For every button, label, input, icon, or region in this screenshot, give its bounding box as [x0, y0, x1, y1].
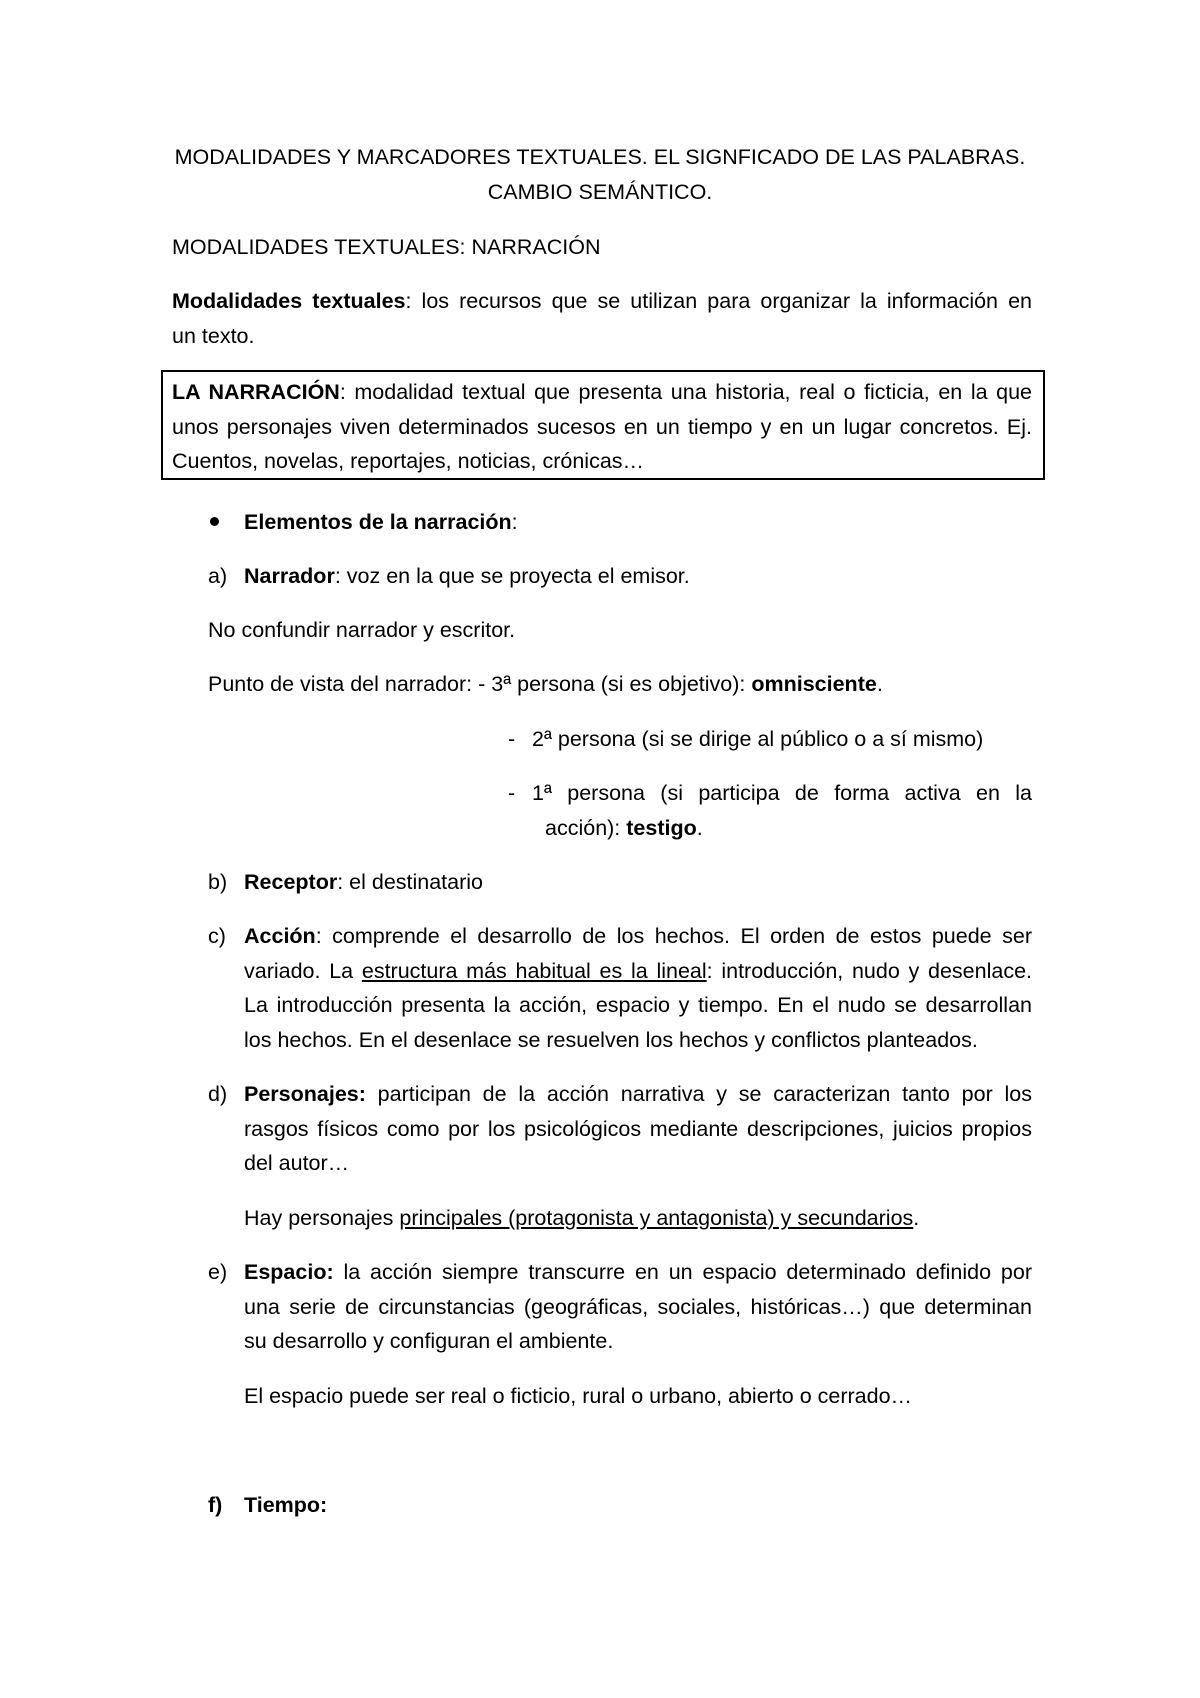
- definition-line-2: un texto.: [172, 324, 255, 348]
- narrador-line: Narrador: voz en la que se proyecta el emisor.: [244, 564, 690, 588]
- espacio-line-4: El espacio puede ser real o ficticio, rural o urbano, abierto o cerrado…: [244, 1384, 913, 1408]
- second-person-item: 2ª persona (si se dirige al público o a sí mismo): [532, 727, 984, 751]
- point-of-view-line: Punto de vista del narrador: - 3ª persona (si es objetivo): omnisciente.: [208, 672, 883, 696]
- personajes-line-1: Personajes: participan de la acción narrativa y se caracterizan tanto por los: [244, 1082, 1032, 1106]
- box-line-1: [172, 377, 1032, 407]
- receptor-term: Receptor: [244, 870, 338, 894]
- dash-marker-first: -: [508, 781, 516, 805]
- personajes-term: Personajes:: [244, 1082, 366, 1106]
- box-term: LA NARRACIÓN: [172, 380, 340, 404]
- receptor-line: Receptor: el destinatario: [244, 870, 484, 894]
- first-person-item-line-1: 1ª persona (si participa de forma activa en la: [532, 781, 1032, 805]
- personajes-line-2: rasgos físicos como por los psicológicos mediante descripciones, juicios propios: [244, 1117, 1032, 1141]
- personajes-line-3: del autor…: [244, 1151, 350, 1175]
- espacio-line-3: su desarrollo y configuran el ambiente.: [244, 1329, 614, 1353]
- list-marker-d: d): [208, 1082, 228, 1106]
- first-person-item-line-2: acción): testigo.: [545, 816, 703, 840]
- section-heading: MODALIDADES TEXTUALES: NARRACIÓN: [172, 235, 601, 259]
- list-marker-a: a): [208, 564, 228, 588]
- definition-term: Modalidades textuales: [172, 289, 406, 313]
- espacio-line-1: Espacio: la acción siempre transcurre en un espacio determinado definido por: [244, 1260, 1032, 1284]
- personajes-line-4: Hay personajes principales (protagonista y antagonista) y secundarios.: [244, 1206, 920, 1230]
- document-title-line-2: CAMBIO SEMÁNTICO.: [487, 180, 713, 204]
- definition-text: : los recursos que se utilizan para organizar la información en: [405, 289, 1032, 313]
- box-line-2: unos personajes viven determinados sucesos en un tiempo y en un lugar concretos. Ej.: [172, 415, 1032, 439]
- list-marker-b: b): [208, 870, 228, 894]
- list-marker-c: c): [208, 924, 226, 948]
- list-marker-e: e): [208, 1260, 228, 1284]
- accion-line-1: Acción: comprende el desarrollo de los hechos. El orden de estos puede ser: [244, 924, 1032, 948]
- espacio-term: Espacio:: [244, 1260, 334, 1284]
- narrador-note: No confundir narrador y escritor.: [208, 618, 516, 642]
- list-marker-f: f): [208, 1493, 223, 1517]
- accion-term: Acción: [244, 924, 316, 948]
- tiempo-heading: Tiempo:: [244, 1493, 328, 1517]
- box-line-3: Cuentos, novelas, reportajes, noticias, crónicas…: [172, 449, 645, 473]
- accion-line-4: los hechos. En el desenlace se resuelven los hechos y conflictos planteados.: [244, 1028, 978, 1052]
- elements-heading: Elementos de la narración:: [244, 510, 518, 534]
- accion-line-2: variado. La estructura más habitual es la lineal: introducción, nudo y desenlace.: [244, 959, 1032, 983]
- box-text: : modalidad textual que presenta una historia, real o ficticia, en la que: [339, 380, 1033, 404]
- accion-line-3: La introducción presenta la acción, espacio y tiempo. En el nudo se desarrollan: [244, 993, 1032, 1017]
- definition-line-1: [172, 286, 1032, 316]
- narrador-term: Narrador: [244, 564, 335, 588]
- espacio-line-2: una serie de circunstancias (geográficas, sociales, históricas…) que determinan: [244, 1295, 1032, 1319]
- dash-marker-second: -: [508, 727, 516, 751]
- document-title-line-1: MODALIDADES Y MARCADORES TEXTUALES. EL SIGNFICADO DE LAS PALABRAS.: [174, 145, 1026, 169]
- bullet-icon: [210, 517, 219, 526]
